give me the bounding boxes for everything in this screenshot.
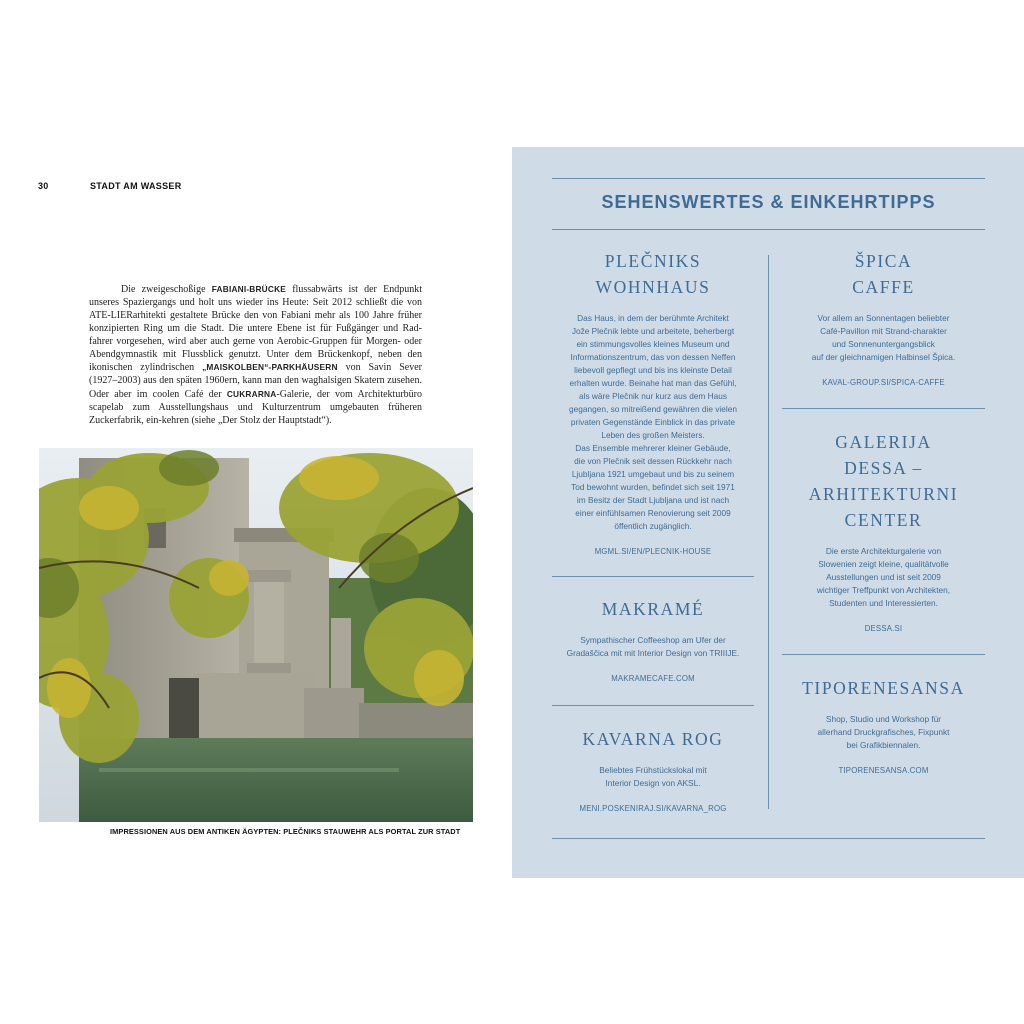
entry-link[interactable]: MENI.POSKENIRAJ.SI/KAVARNA_ROG [579, 804, 727, 813]
entry-makrame [552, 596, 754, 683]
body-paragraph [89, 283, 422, 428]
running-head: STADT AM WASSER [90, 181, 182, 191]
entry-title: PLEČNIKS WOHNHAUS [595, 251, 711, 297]
entry-link[interactable]: KAVAL-GROUP.SI/SPICA-CAFFE [822, 378, 945, 387]
column-divider [768, 255, 769, 809]
left-divider-2 [552, 705, 754, 706]
keyword-cukrarna: CUKRARNA [226, 389, 277, 400]
entry-title: MAKRAMÉ [601, 599, 705, 619]
photo-plecnik-weir [39, 448, 473, 822]
entry-plecniks-wohnhaus [552, 248, 754, 556]
entry-title: TIPORENESANSA [802, 678, 965, 698]
entry-text: Shop, Studio und Workshop für allerhand Druckgrafisches, Fixpunkt bei Grafikbiennalen. [817, 714, 950, 750]
page-number: 30 [38, 181, 49, 191]
text-run: Die zweigeschoßige [121, 284, 212, 295]
entry-tiporenesansa [782, 675, 985, 775]
entry-link[interactable]: MGML.SI/EN/PLECNIK-HOUSE [594, 547, 712, 556]
tips-panel [512, 147, 1024, 878]
panel-title: SEHENSWERTES & EINKEHRTIPPS [601, 192, 936, 212]
entry-text: Beliebtes Frühstückslokal mit Interior Design von AKSL. [599, 765, 707, 788]
text-run: -Galerie, der vom Architekturbüro scapelab zum Ausstellungshaus und Kulturzentrum umgebauten früheren Zuckerfabrik, ein-kehren (siehe „Der Stolz der Hauptstadt“). [89, 389, 422, 427]
photo-caption: IMPRESSIONEN AUS DEM ANTIKEN ÄGYPTEN: PLEČNIKS STAUWEHR ALS PORTAL ZUR STADT [110, 827, 461, 836]
text-run: von Savin Sever (1927–2003) aus den späten 1960ern, kann man den waghalsigen Skatern zusehen. Oder aber im coolen Café der [89, 362, 422, 401]
entry-title: KAVARNA ROG [582, 729, 724, 749]
keyword-maiskolben: „MAISKOLBEN“-PARKHÄUSERN [202, 362, 338, 373]
entry-link[interactable]: MAKRAMECAFE.COM [611, 674, 695, 683]
top-rule [552, 178, 985, 179]
entry-text: Die erste Architekturgalerie von Slowenien zeigt kleine, qualitätvolle Ausstellungen und ist seit 2009 wichtiger Treffpunkt von Architekten, Studenten und Interessierten. [816, 546, 951, 608]
entry-link[interactable]: TIPORENESANSA.COM [838, 766, 929, 775]
entry-kavarna-rog [552, 726, 754, 813]
entry-spica-caffe [782, 248, 985, 387]
right-divider-1 [782, 408, 985, 409]
entry-title: GALERIJA DESSA – ARHITEKTURNI CENTER [808, 432, 959, 530]
entry-title: ŠPICA CAFFE [852, 251, 915, 297]
title-rule [552, 229, 985, 230]
entry-text: Vor allem an Sonnentagen beliebter Café-Pavillon mit Strand-charakter und Sonnenuntergangsblick auf der gleichnamigen Halbinsel Špica. [811, 313, 956, 362]
bottom-rule [552, 838, 985, 839]
left-divider-1 [552, 576, 754, 577]
entry-text: Sympathischer Coffeeshop am Ufer der Gradaščica mit mit Interior Design von TRIIIJE. [566, 635, 740, 658]
text-run: flussabwärts ist der Endpunkt unseres Spaziergangs und holt uns wieder ins Heute: Seit 2012 schließt die von ATE-LIERarhitekti gestaltete Brücke den von Fabiani mehr als 100 Jahre früher konzipierten Ring um die Stadt. Die untere Ebene ist für Fußgänger und Rad-fahrer vorgesehen, wird aber auch gerne von Aerobic-Gruppen für Morgen- oder Abendgymnastik mit Flussblick genutzt. Unter dem Brückenkopf, neben den ikonischen zylindrischen [89, 284, 422, 374]
keyword-fabiani-bruecke: FABIANI-BRÜCKE [211, 284, 286, 294]
entry-link[interactable]: DESSA.SI [864, 624, 903, 633]
entry-galerija-dessa [782, 429, 985, 633]
right-divider-2 [782, 654, 985, 655]
entry-text: Das Haus, in dem der berühmte Architekt Jože Plečnik lebte und arbeitete, beherbergt ein stimmungsvolles kleines Museum und Informationszentrum, das von dessen Neffen liebevoll gepflegt und bis ins kleinste Detail erhalten wurde. Beinahe hat man das Gefühl, als wäre Plečnik nur kurz aus dem Haus gegangen, so mitreißend gewähren die vielen privaten Gegenstände Einblick in das private Leben des großen Meisters. Das Ensemble mehrerer kleiner Gebäude, die von Plečnik seit dessen Rückkehr nach Ljubljana 1921 umgebaut und bis zu seinem Tod bewohnt wurden, befindet sich seit 1971 im Besitz der Stadt Ljubljana und ist nach einer einfühlsamen Renovierung seit 2009 öffentlich zugänglich. [569, 313, 737, 531]
